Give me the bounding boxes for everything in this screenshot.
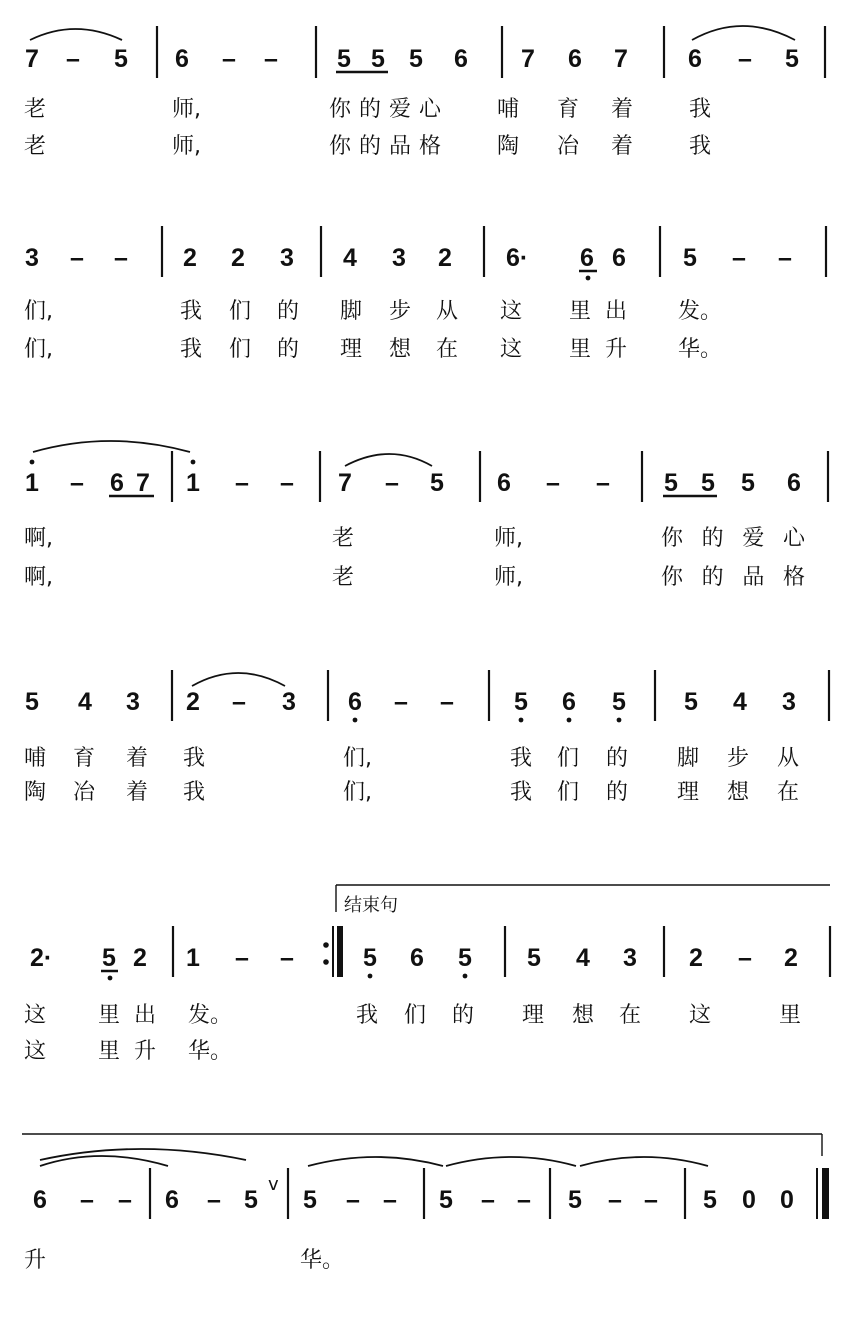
note: –: [346, 1186, 360, 1214]
slur-mark: [33, 441, 190, 452]
lyric: 育: [73, 746, 96, 771]
breath-mark: v: [268, 1174, 279, 1195]
lyric: 你的爱心: [661, 526, 805, 551]
lyric: 的: [277, 337, 300, 362]
note: 6: [787, 469, 801, 497]
octave-dot: [191, 460, 196, 465]
lyric: 老: [24, 134, 47, 159]
lyric: 们,: [343, 746, 372, 771]
note: –: [80, 1186, 94, 1214]
note: 2: [438, 244, 452, 272]
lyric: 我: [510, 746, 533, 771]
lyric: 我: [183, 780, 206, 805]
note: 5: [114, 45, 128, 73]
note: 5: [741, 469, 755, 497]
slur-mark: [192, 673, 285, 686]
lyric: 脚: [677, 746, 700, 771]
note: 4: [576, 944, 590, 972]
slur-mark: [40, 1156, 168, 1166]
lyric: 华。: [678, 337, 723, 362]
lyric: 从: [777, 746, 800, 771]
lyric: 这: [24, 1039, 47, 1064]
lyric: 的: [277, 299, 300, 324]
note: 5: [439, 1186, 453, 1214]
lyric: 啊,: [24, 526, 53, 551]
score-line-6: [22, 1134, 829, 1273]
lyric: 里出: [569, 299, 627, 324]
note: –: [440, 688, 454, 716]
lyric: 华。: [300, 1248, 345, 1273]
note: 6: [454, 45, 468, 73]
note: 6: [688, 45, 702, 73]
note: 6·: [506, 244, 529, 272]
lyric: 我: [180, 299, 203, 324]
note: 0: [780, 1186, 794, 1214]
lyric: 理: [340, 337, 363, 362]
slur-mark: [580, 1157, 708, 1166]
lyric: 的: [606, 780, 629, 805]
octave-dot: [617, 718, 622, 723]
note: 6: [410, 944, 424, 972]
lyric: 发。: [678, 299, 723, 324]
note: –: [118, 1186, 132, 1214]
lyric: 冶: [73, 780, 96, 805]
note: –: [235, 944, 249, 972]
lyric: 我: [689, 134, 712, 159]
note: 5: [303, 1186, 317, 1214]
slur-mark: [446, 1157, 576, 1166]
lyric: 脚: [340, 299, 363, 324]
lyric: 们: [229, 337, 252, 362]
note: –: [70, 469, 84, 497]
lyric: 升: [24, 1248, 47, 1273]
lyric: 师,: [494, 526, 523, 551]
note: 2: [133, 944, 147, 972]
note: 3: [782, 688, 796, 716]
note: 5: [102, 944, 116, 972]
note: –: [517, 1186, 531, 1214]
slur-mark: [692, 26, 795, 40]
lyric: 老: [24, 97, 47, 122]
note: –: [264, 45, 278, 73]
slur-mark: [345, 454, 432, 466]
note: –: [394, 688, 408, 716]
lyric: 哺: [497, 97, 520, 122]
score-line-2: [24, 226, 826, 362]
octave-dot: [368, 974, 373, 979]
note: 2: [183, 244, 197, 272]
note: 5: [683, 244, 697, 272]
lyric: 们: [229, 299, 252, 324]
octave-dot: [519, 718, 524, 723]
lyric: 我: [510, 780, 533, 805]
note: 7: [521, 45, 535, 73]
lyric: 着: [611, 134, 634, 159]
lyric: 陶: [24, 780, 47, 805]
slur-mark: [30, 29, 122, 40]
score-line-5: [24, 885, 830, 1064]
note: 5: [701, 469, 715, 497]
lyric: 从: [436, 299, 459, 324]
note: –: [70, 244, 84, 272]
lyric: 里: [779, 1003, 802, 1028]
note: –: [644, 1186, 658, 1214]
note: 2·: [30, 944, 53, 972]
note: 7: [25, 45, 39, 73]
lyric: 们: [557, 746, 580, 771]
lyric: 哺: [24, 746, 47, 771]
note: 5: [244, 1186, 258, 1214]
lyric: 这: [500, 337, 523, 362]
note: 1: [25, 469, 39, 497]
lyric: 在: [619, 1003, 642, 1028]
lyric: 里出: [98, 1003, 156, 1028]
note: 7: [338, 469, 352, 497]
lyric: 想: [572, 1003, 595, 1028]
lyric: 里升: [98, 1039, 156, 1064]
lyric: 你的品格: [661, 565, 805, 590]
octave-dot: [463, 974, 468, 979]
note: 3: [126, 688, 140, 716]
lyric: 华。: [188, 1039, 233, 1064]
note: 3: [282, 688, 296, 716]
slur-mark: [308, 1157, 443, 1166]
lyric: 老: [332, 526, 355, 551]
lyric: 步: [389, 299, 412, 324]
note: 6: [580, 244, 594, 272]
lyric: 们: [404, 1003, 427, 1028]
note: –: [280, 944, 294, 972]
note: 4: [78, 688, 92, 716]
note: 5: [337, 45, 351, 73]
lyric: 的: [452, 1003, 475, 1028]
octave-dot: [30, 460, 35, 465]
lyric: 师,: [172, 97, 201, 122]
note: –: [738, 45, 752, 73]
note: 2: [689, 944, 703, 972]
note: –: [235, 469, 249, 497]
note: 7: [136, 469, 150, 497]
note: 5: [703, 1186, 717, 1214]
note: 1: [186, 944, 200, 972]
lyric: 这: [24, 1003, 47, 1028]
repeat-dot: [323, 942, 329, 948]
octave-dot: [586, 276, 591, 281]
octave-dot: [567, 718, 572, 723]
lyric: 的: [606, 746, 629, 771]
note: 6: [165, 1186, 179, 1214]
note: 6: [497, 469, 511, 497]
lyric: 老: [332, 565, 355, 590]
note: 6: [175, 45, 189, 73]
note: 3: [623, 944, 637, 972]
note: –: [596, 469, 610, 497]
lyric: 在: [436, 337, 459, 362]
lyric: 你的爱心: [329, 97, 441, 122]
lyric: 里升: [569, 337, 627, 362]
note: 6: [110, 469, 124, 497]
lyric: 步: [727, 746, 750, 771]
lyric: 们,: [24, 337, 53, 362]
score-line-4: [24, 670, 829, 805]
repeat-barline: [337, 926, 343, 977]
octave-dot: [353, 718, 358, 723]
lyric: 着: [611, 97, 634, 122]
note: 5: [684, 688, 698, 716]
lyric: 在: [777, 780, 800, 805]
note: 5: [612, 688, 626, 716]
note: 5: [568, 1186, 582, 1214]
note: –: [608, 1186, 622, 1214]
note: –: [481, 1186, 495, 1214]
note: 6: [33, 1186, 47, 1214]
note: –: [546, 469, 560, 497]
note: 3: [280, 244, 294, 272]
lyric: 想: [389, 337, 412, 362]
lyric: 我: [180, 337, 203, 362]
lyric: 陶: [497, 134, 520, 159]
note: –: [66, 45, 80, 73]
note: –: [114, 244, 128, 272]
note: 0: [742, 1186, 756, 1214]
note: 4: [343, 244, 357, 272]
lyric: 育: [557, 97, 580, 122]
lyric: 冶: [557, 134, 580, 159]
lyric: 我: [183, 746, 206, 771]
lyric: 着: [126, 746, 149, 771]
lyric: 这: [689, 1003, 712, 1028]
note: –: [207, 1186, 221, 1214]
note: –: [778, 244, 792, 272]
note: 5: [664, 469, 678, 497]
lyric: 理: [677, 780, 700, 805]
note: 5: [25, 688, 39, 716]
note: 4: [733, 688, 747, 716]
note: 5: [430, 469, 444, 497]
final-barline: [822, 1168, 829, 1219]
score-line-3: [24, 441, 828, 590]
lyric: 们: [557, 780, 580, 805]
lyric: 我: [689, 97, 712, 122]
note: –: [232, 688, 246, 716]
repeat-dot: [323, 959, 329, 965]
note: –: [385, 469, 399, 497]
note: –: [280, 469, 294, 497]
score-line-1: [24, 26, 825, 159]
note: 5: [527, 944, 541, 972]
lyric: 师,: [172, 134, 201, 159]
lyric: 着: [126, 780, 149, 805]
note: –: [738, 944, 752, 972]
lyric: 我: [356, 1003, 379, 1028]
lyric: 想: [727, 780, 750, 805]
note: 2: [186, 688, 200, 716]
note: 7: [614, 45, 628, 73]
note: 6: [562, 688, 576, 716]
lyric: 师,: [494, 565, 523, 590]
note: –: [383, 1186, 397, 1214]
note: 3: [392, 244, 406, 272]
note: 6: [348, 688, 362, 716]
note: 5: [514, 688, 528, 716]
note: –: [222, 45, 236, 73]
note: 5: [363, 944, 377, 972]
lyric: 这: [500, 299, 523, 324]
note: 5: [458, 944, 472, 972]
note: 2: [784, 944, 798, 972]
note: 2: [231, 244, 245, 272]
note: 1: [186, 469, 200, 497]
note: 5: [409, 45, 423, 73]
note: 5: [785, 45, 799, 73]
lyric: 你的品格: [329, 134, 441, 159]
section-label: 结束句: [344, 895, 398, 916]
note: 6: [568, 45, 582, 73]
note: –: [732, 244, 746, 272]
lyric: 们,: [343, 780, 372, 805]
lyric: 啊,: [24, 565, 53, 590]
note: 6: [612, 244, 626, 272]
octave-dot: [108, 976, 113, 981]
note: 3: [25, 244, 39, 272]
lyric: 发。: [188, 1003, 233, 1028]
lyric: 们,: [24, 299, 53, 324]
lyric: 理: [522, 1003, 545, 1028]
note: 5: [371, 45, 385, 73]
